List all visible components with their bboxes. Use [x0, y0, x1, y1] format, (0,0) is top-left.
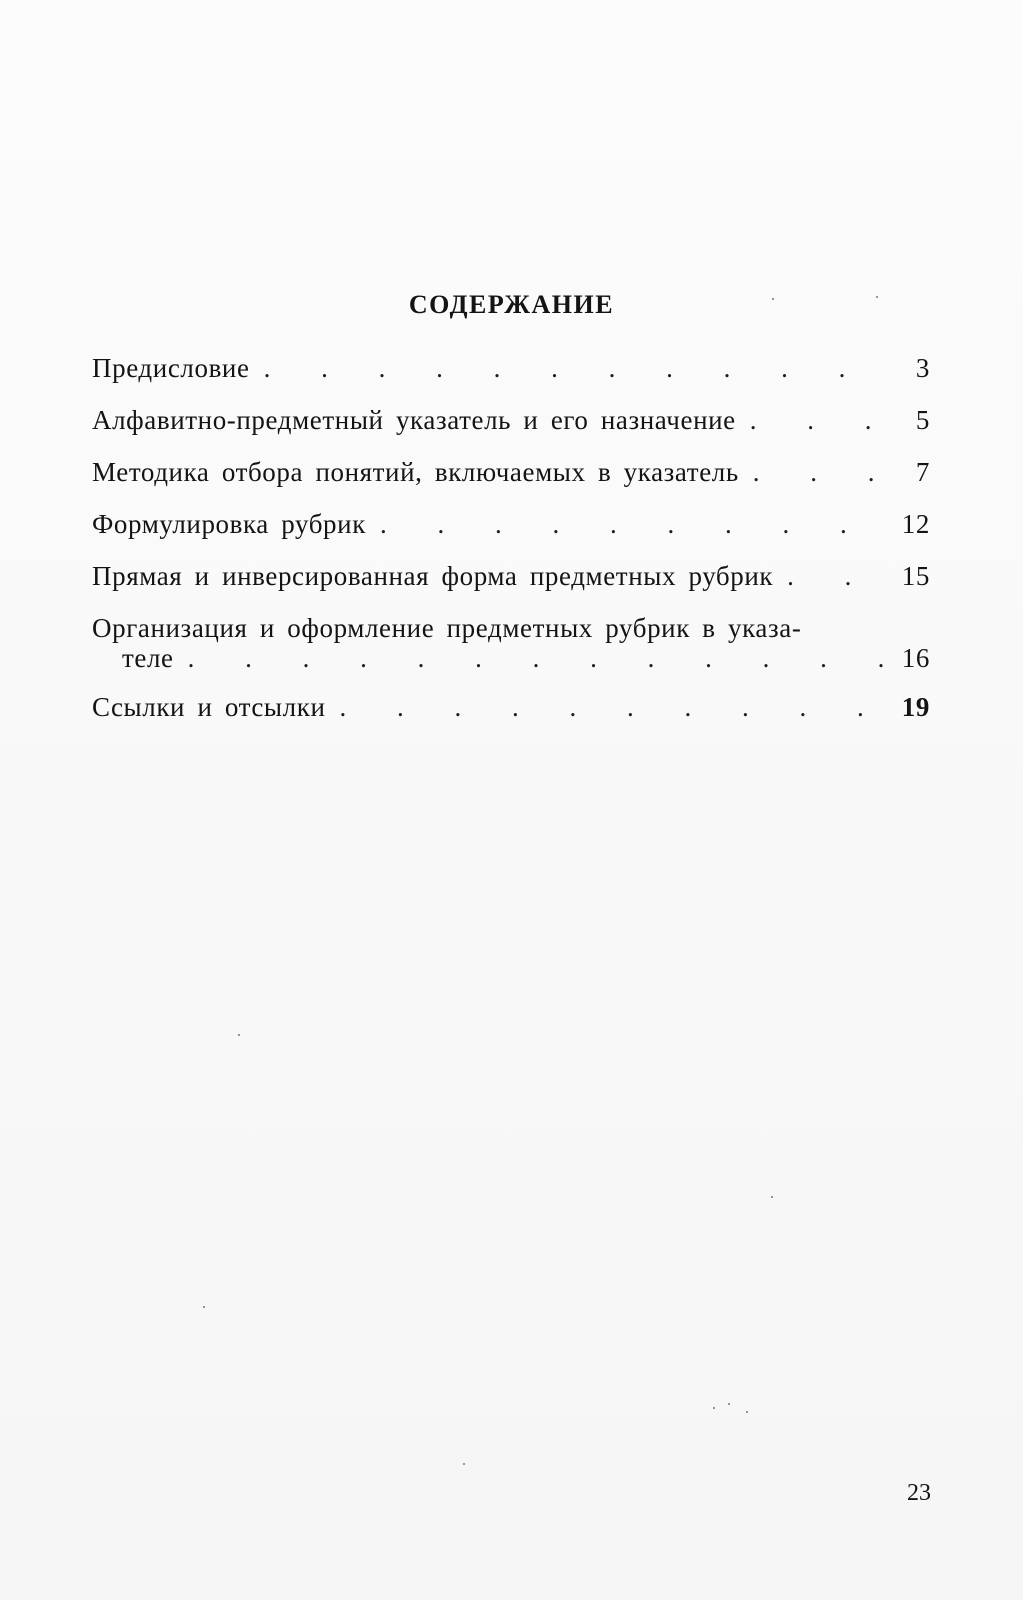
paper-speck [728, 1403, 730, 1405]
toc-entry-title: Алфавитно-предметный указатель и его назначение [92, 405, 736, 435]
toc-entry [92, 509, 930, 539]
toc-entry-page: 12 [901, 509, 930, 539]
paper-speck [746, 1411, 748, 1413]
paper-speck [203, 1306, 205, 1308]
dot-leader [753, 457, 886, 487]
dot-leader [787, 561, 886, 591]
toc-entry [92, 457, 930, 487]
toc-entry [92, 353, 930, 383]
toc-entry-title: Методика отбора понятий, включаемых в указатель [92, 457, 739, 487]
contents-heading: СОДЕРЖАНИЕ [408, 290, 615, 319]
toc-entry-title: Ссылки и отсылки [92, 692, 326, 722]
toc-entry [92, 405, 930, 435]
paper-speck [876, 296, 878, 298]
page-number: 23 [907, 1480, 931, 1506]
toc-entry-page: 19 [901, 692, 930, 722]
paper-speck [713, 1407, 715, 1409]
paper-speck [463, 1463, 465, 1465]
dot-leader [340, 692, 887, 722]
paper-speck [772, 298, 774, 300]
toc-entry-title-line1: Организация и оформление предметных рубрик в указа- [92, 613, 802, 643]
toc-entry-title: Предисловие [92, 353, 250, 383]
toc-entry-title: Формулировка рубрик [92, 509, 366, 539]
toc-entry-page: 5 [915, 405, 930, 435]
toc-entry [92, 613, 930, 673]
toc-entry-page: 15 [901, 561, 930, 591]
paper-speck [771, 1196, 773, 1198]
toc-entry-title-line2: теле [122, 643, 174, 673]
dot-leader [188, 643, 886, 673]
toc-entry-page: 16 [901, 643, 930, 673]
dot-leader [750, 405, 886, 435]
toc-entry-title: Прямая и инверсированная форма предметных рубрик [92, 561, 774, 591]
toc-entry [92, 561, 930, 591]
toc-entry [92, 692, 930, 722]
dot-leader [380, 509, 886, 539]
toc-entry-page: 7 [915, 457, 930, 487]
toc-entry-page: 3 [915, 353, 930, 383]
dot-leader [264, 353, 886, 383]
paper-speck [238, 1034, 240, 1036]
